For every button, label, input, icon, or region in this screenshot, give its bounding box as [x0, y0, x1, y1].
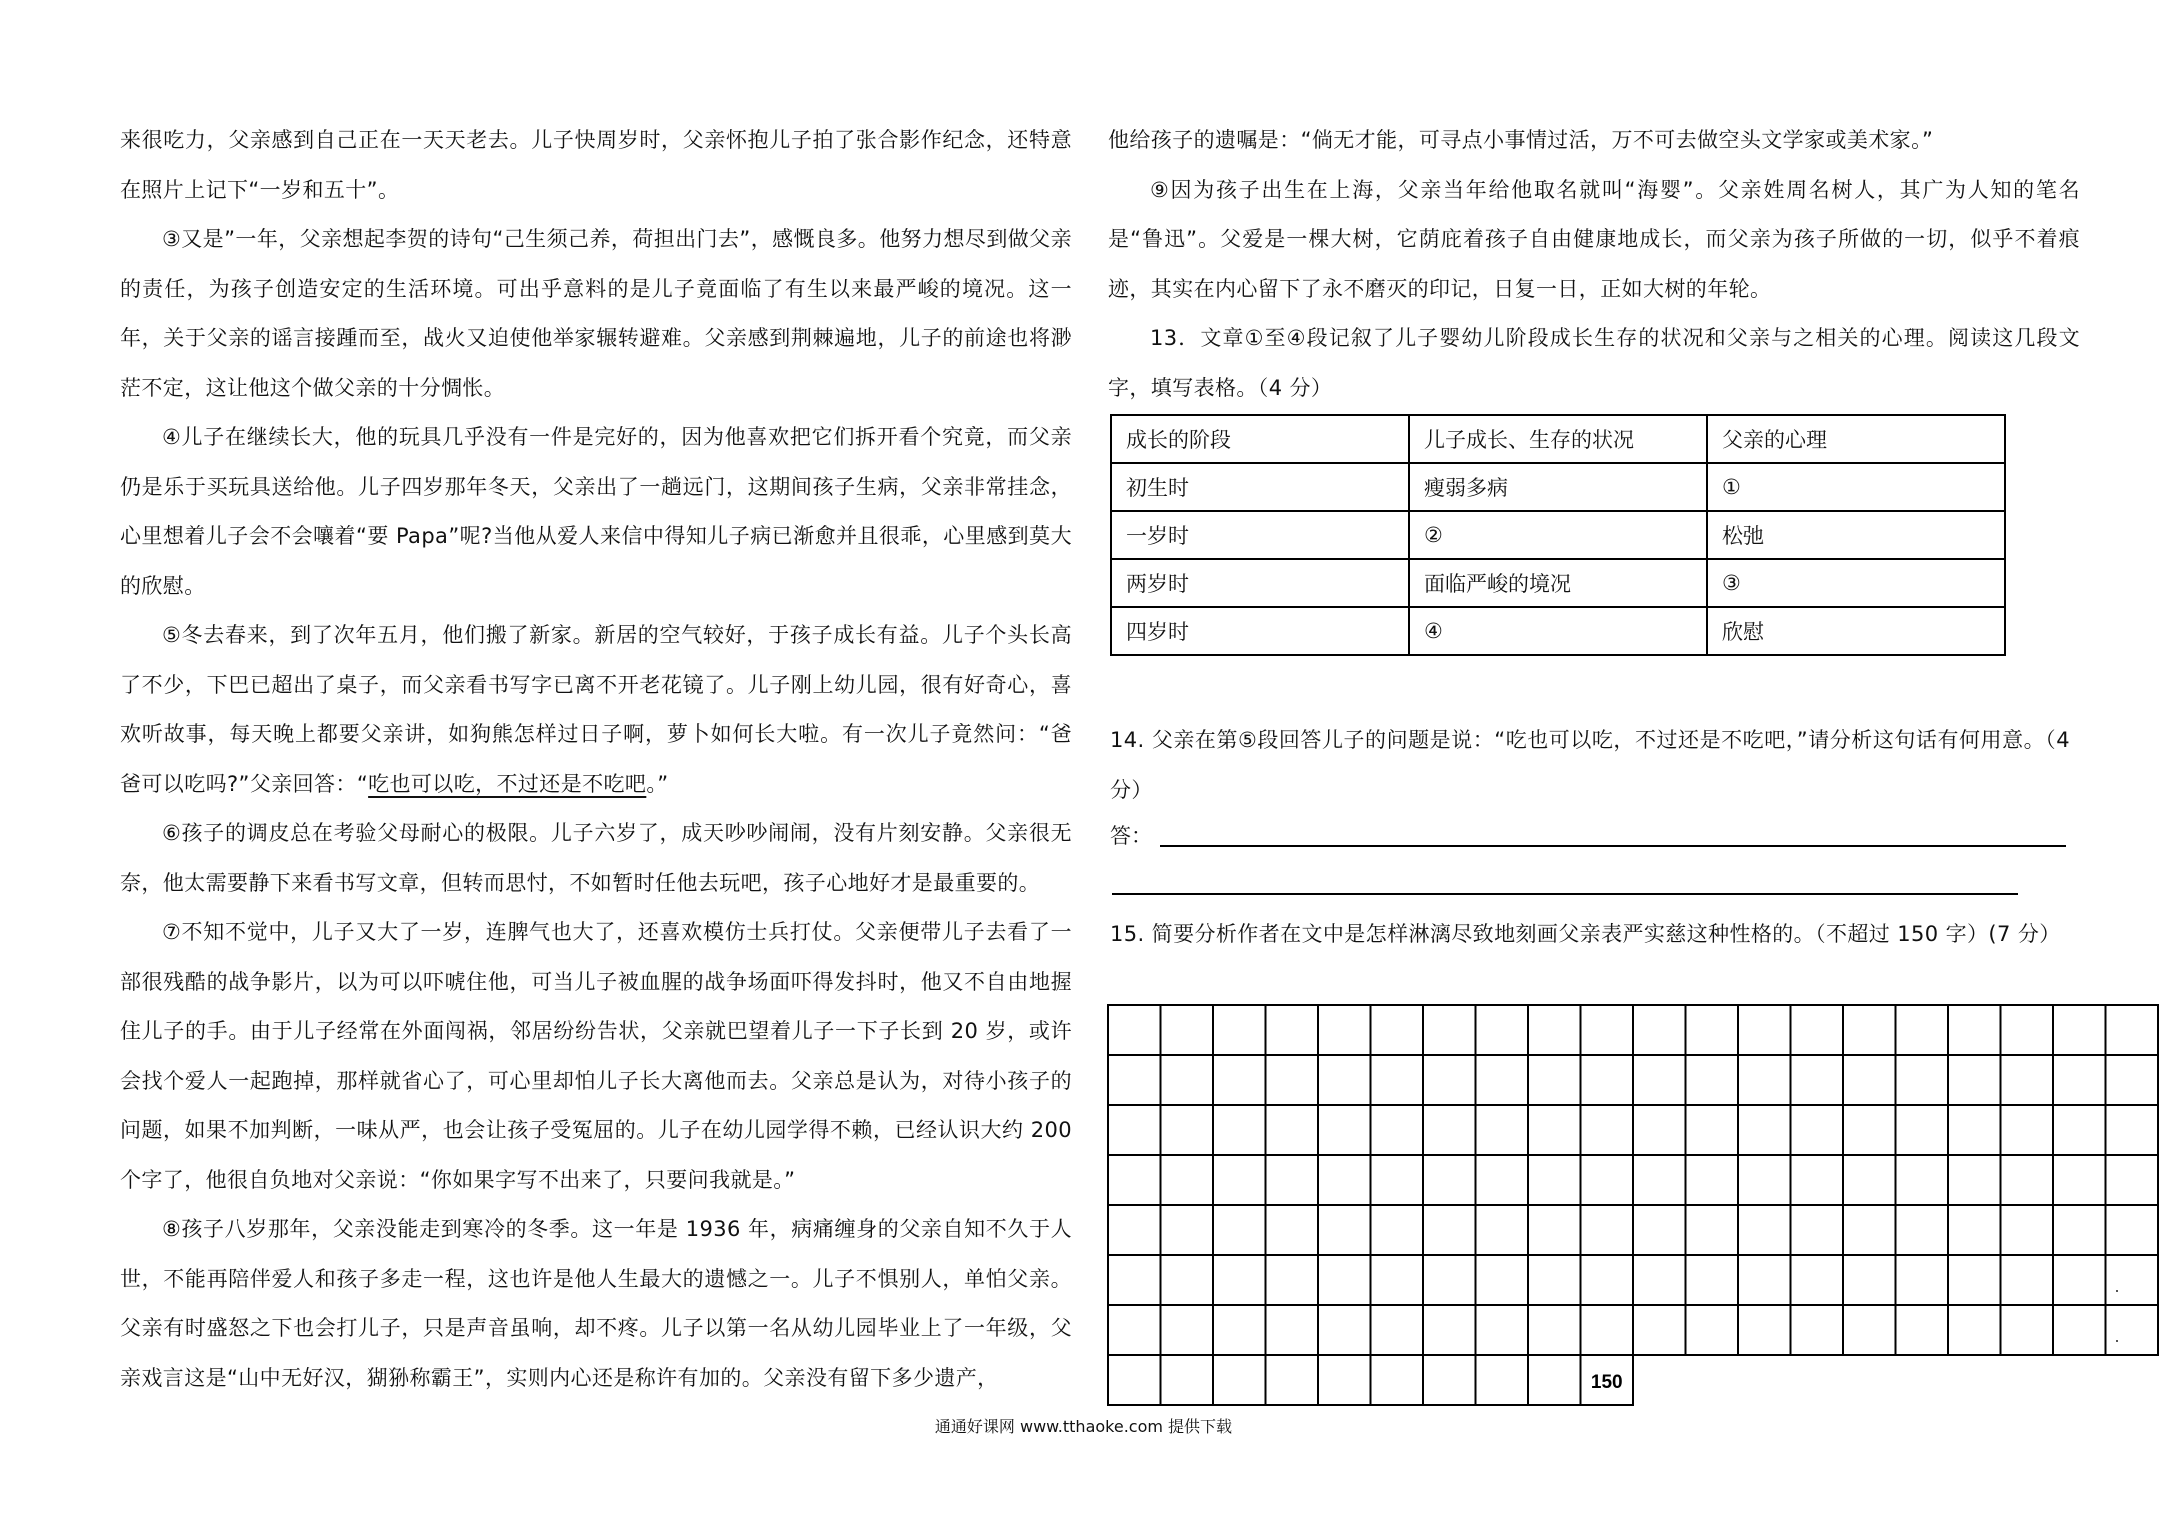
grid-cell[interactable] — [1948, 1305, 2001, 1355]
grid-cell[interactable] — [1633, 1155, 1686, 1205]
grid-cell[interactable] — [1266, 1305, 1319, 1355]
grid-cell[interactable] — [1843, 1055, 1896, 1105]
grid-cell[interactable] — [2106, 1055, 2159, 1105]
grid-cell[interactable] — [1791, 1255, 1844, 1305]
grid-cell[interactable] — [1528, 1155, 1581, 1205]
grid-cell[interactable] — [1791, 1305, 1844, 1355]
grid-cell[interactable] — [2053, 1305, 2106, 1355]
writing-grid[interactable] — [1107, 1004, 2161, 1410]
grid-cell[interactable] — [2106, 1255, 2159, 1305]
grid-cell[interactable] — [1423, 1105, 1476, 1155]
table-header-cell: 父亲的心理 — [1707, 415, 2005, 463]
grid-cell[interactable] — [1896, 1055, 1949, 1105]
grid-cell[interactable] — [2001, 1005, 2054, 1055]
grid-cell[interactable] — [1423, 1055, 1476, 1105]
grid-cell[interactable] — [1581, 1055, 1634, 1105]
grid-cell[interactable] — [1476, 1005, 1529, 1055]
grid-cell[interactable] — [1738, 1205, 1791, 1255]
grid-cell[interactable] — [1318, 1005, 1371, 1055]
paragraph: ⑦不知不觉中，儿子又大了一岁，连脾气也大了，还喜欢模仿士兵打仗。父亲便带儿子去看了一部很残酷的战争影片，以为可以吓唬住他，可当儿子被血腥的战争场面吓得发抖时，他又不自由地握住儿子的手。由于儿子经常在外面闯祸，邻居纷纷告状，父亲就巴望着儿子一下子长到 20 岁，或许会找个爱人一起跑掉，那样就省心了，可心里却怕儿子长大离他而去。父亲总是认为，对待小孩子的问题，如果不加判断，一味从严，也会让孩子受冤屈的。儿子在幼儿园学得不赖，已经认识大约 200 个字了，他很自负地对父亲说：“你如果字写不出来了，只要问我就是。” — [120, 920, 1072, 1192]
grid-cell[interactable] — [1371, 1355, 1424, 1405]
grid-cell[interactable] — [1476, 1355, 1529, 1405]
grid-cell[interactable] — [2106, 1205, 2159, 1255]
grid-cell[interactable] — [1213, 1305, 1266, 1355]
grid-cell[interactable] — [1476, 1055, 1529, 1105]
grid-cell[interactable] — [1213, 1205, 1266, 1255]
grid-cell[interactable] — [2053, 1205, 2106, 1255]
grid-cell[interactable] — [1686, 1055, 1739, 1105]
answer-area[interactable] — [1110, 814, 2070, 864]
table-cell: 两岁时 — [1111, 559, 1409, 607]
grid-cell[interactable] — [1896, 1005, 1949, 1055]
grid-cell[interactable] — [1476, 1205, 1529, 1255]
grid-cell[interactable] — [2053, 1005, 2106, 1055]
table-cell: 四岁时 — [1111, 607, 1409, 655]
grid-cell[interactable] — [1266, 1205, 1319, 1255]
grid-cell[interactable] — [1108, 1255, 1161, 1305]
table-cell: 一岁时 — [1111, 511, 1409, 559]
grid-cell[interactable] — [1686, 1155, 1739, 1205]
grid-cell[interactable] — [2001, 1155, 2054, 1205]
table-cell: 瘦弱多病 — [1409, 463, 1707, 511]
grid-cell[interactable] — [1633, 1305, 1686, 1355]
answer-line — [1112, 893, 2018, 895]
grid-cell[interactable] — [1371, 1305, 1424, 1355]
grid-cell[interactable] — [1843, 1205, 1896, 1255]
grid-cell[interactable] — [1108, 1205, 1161, 1255]
grid-cell[interactable] — [1161, 1305, 1214, 1355]
grid-cell[interactable] — [1213, 1005, 1266, 1055]
grid-cell[interactable] — [1686, 1005, 1739, 1055]
table-header-cell: 儿子成长、生存的状况 — [1409, 415, 1707, 463]
grid-cell[interactable] — [2001, 1255, 2054, 1305]
underlined-quote: 吃也可以吃，不过还是不吃吧 — [368, 771, 647, 796]
grid-cell[interactable] — [1948, 1005, 2001, 1055]
paragraph: 来很吃力，父亲感到自己正在一天天老去。儿子快周岁时，父亲怀抱儿子拍了张合影作纪念，还特意在照片上记下“一岁和五十”。 — [120, 128, 1072, 202]
grid-cell[interactable] — [1108, 1155, 1161, 1205]
grid-cell[interactable] — [1738, 1155, 1791, 1205]
grid-cell[interactable] — [1213, 1255, 1266, 1305]
paragraph: ⑧孩子八岁那年，父亲没能走到寒冷的冬季。这一年是 1936 年，病痛缠身的父亲自知不久于人世，不能再陪伴爱人和孩子多走一程，这也许是他人生最大的遗憾之一。儿子不惧别人，单怕父亲。父亲有时盛怒之下也会打儿子，只是声音虽响，却不疼。儿子以第一名从幼儿园毕业上了一年级，父亲戏言这是“山中无好汉，猢狲称霸王”，实则内心还是称许有加的。父亲没有留下多少遗产， — [120, 1217, 1072, 1390]
grid-cell[interactable] — [1371, 1105, 1424, 1155]
table-cell: 面临严峻的境况 — [1409, 559, 1707, 607]
paragraph: ④儿子在继续长大，他的玩具几乎没有一件是完好的，因为他喜欢把它们拆开看个究竟，而父亲仍是乐于买玩具送给他。儿子四岁那年冬天，父亲出了一趟远门，这期间孩子生病，父亲非常挂念，心里想着儿子会不会嚷着“要 Papa”呢?当他从爱人来信中得知儿子病已渐愈并且很乖，心里感到莫大的欣慰。 — [120, 425, 1072, 598]
grid-cell[interactable] — [1108, 1055, 1161, 1105]
grid-cell[interactable] — [1791, 1155, 1844, 1205]
grid-cell[interactable] — [1581, 1305, 1634, 1355]
grid-cell[interactable] — [1161, 1155, 1214, 1205]
grid-cell[interactable] — [1161, 1355, 1214, 1405]
paragraph — [120, 611, 1072, 809]
table-cell: 松弛 — [1707, 511, 2005, 559]
table-header-row — [1111, 415, 2005, 463]
grid-cell[interactable] — [1318, 1155, 1371, 1205]
grid-cell[interactable] — [2001, 1205, 2054, 1255]
grid-cell[interactable] — [1581, 1205, 1634, 1255]
grid-cell[interactable] — [1108, 1105, 1161, 1155]
answer-line — [1160, 845, 2066, 847]
footer-credit: 通通好课网 www.tthaoke.com 提供下载 — [934, 1417, 1233, 1436]
grid-cell[interactable] — [1423, 1355, 1476, 1405]
grid-cell[interactable] — [1528, 1305, 1581, 1355]
grid-cell[interactable] — [1108, 1005, 1161, 1055]
grid-cell[interactable] — [1318, 1105, 1371, 1155]
grid-cell[interactable] — [1843, 1105, 1896, 1155]
grid-cell[interactable] — [1633, 1205, 1686, 1255]
grid-cell[interactable] — [1948, 1105, 2001, 1155]
question-15: 15. 简要分析作者在文中是怎样淋漓尽致地刻画父亲表严实慈这种性格的。（不超过 150 字）(7 分） — [1110, 922, 2061, 946]
grid-cell[interactable] — [2053, 1105, 2106, 1155]
grid-cell[interactable] — [1948, 1205, 2001, 1255]
table-row — [1111, 559, 2005, 607]
grid-cell[interactable] — [1686, 1305, 1739, 1355]
grid-cell[interactable] — [2106, 1155, 2159, 1205]
grid-cell[interactable] — [1476, 1305, 1529, 1355]
answer-label: 答： — [1110, 824, 1152, 848]
paragraph-text: ⑤冬去春来，到了次年五月，他们搬了新家。新居的空气较好，于孩子成长有益。儿子个头长高了不少，下巴已超出了桌子，而父亲看书写字已离不开老花镜了。儿子刚上幼儿园，很有好奇心，喜欢听故事，每天晚上都要父亲讲，如狗熊怎样过日子啊，萝卜如何长大啦。有一次儿子竟然问：“爸爸可以吃吗?”父亲回答：“ — [120, 623, 1072, 796]
grid-cell[interactable] — [1896, 1205, 1949, 1255]
grid-cell[interactable] — [1266, 1105, 1319, 1155]
table-cell: ② — [1409, 511, 1707, 559]
grid-cell[interactable] — [1423, 1205, 1476, 1255]
grid-cell[interactable] — [1476, 1155, 1529, 1205]
grid-cell[interactable] — [1791, 1205, 1844, 1255]
grid-cell[interactable] — [1423, 1155, 1476, 1205]
grid-cell[interactable] — [2106, 1005, 2159, 1055]
grid-cell[interactable] — [1896, 1305, 1949, 1355]
grid-cell[interactable] — [1528, 1105, 1581, 1155]
grid-cell[interactable] — [2106, 1105, 2159, 1155]
grid-count-marker: 150 — [1590, 1372, 1623, 1393]
right-column — [1108, 116, 2080, 413]
table-cell: ① — [1707, 463, 2005, 511]
grid-cell[interactable] — [1738, 1055, 1791, 1105]
grid-cell[interactable] — [1528, 1005, 1581, 1055]
question-13-table — [1110, 414, 2006, 656]
grid-cell[interactable] — [1948, 1155, 2001, 1205]
grid-cell[interactable] — [1371, 1055, 1424, 1105]
grid-cell[interactable] — [2053, 1155, 2106, 1205]
grid-cell[interactable] — [1213, 1055, 1266, 1105]
speck — [2116, 1340, 2118, 1342]
table-header-cell: 成长的阶段 — [1111, 415, 1409, 463]
grid-cell[interactable] — [1161, 1205, 1214, 1255]
paragraph-text: 。” — [646, 771, 669, 796]
grid-cell[interactable] — [1581, 1155, 1634, 1205]
grid-cell[interactable] — [1266, 1255, 1319, 1305]
grid-cell[interactable] — [1371, 1005, 1424, 1055]
grid-cell[interactable] — [1318, 1205, 1371, 1255]
grid-cell[interactable] — [1738, 1255, 1791, 1305]
grid-cell[interactable] — [1738, 1305, 1791, 1355]
grid-cell[interactable] — [2001, 1305, 2054, 1355]
grid-cell[interactable] — [1266, 1155, 1319, 1205]
grid-cell[interactable] — [1843, 1255, 1896, 1305]
grid-cell[interactable] — [1108, 1355, 1161, 1405]
grid-cell[interactable] — [1581, 1255, 1634, 1305]
grid-cell[interactable] — [1371, 1155, 1424, 1205]
table-row — [1111, 607, 2005, 655]
grid-cell[interactable] — [1161, 1255, 1214, 1305]
grid-cell[interactable] — [1633, 1255, 1686, 1305]
grid-cell[interactable] — [1581, 1005, 1634, 1055]
grid-cell[interactable] — [1791, 1105, 1844, 1155]
grid-cell[interactable] — [1266, 1005, 1319, 1055]
grid-cell[interactable] — [1633, 1055, 1686, 1105]
grid-cell[interactable] — [1108, 1305, 1161, 1355]
grid-cell[interactable] — [2106, 1305, 2159, 1355]
paragraph: ⑥孩子的调皮总在考验父母耐心的极限。儿子六岁了，成天吵吵闹闹，没有片刻安静。父亲很无奈，他太需要静下来看书写文章，但转而思忖，不如暂时任他去玩吧，孩子心地好才是最重要的。 — [120, 821, 1072, 895]
grid-cell[interactable] — [1791, 1005, 1844, 1055]
grid-cell[interactable] — [2053, 1055, 2106, 1105]
grid-cell[interactable] — [1528, 1055, 1581, 1105]
grid-cell[interactable] — [1528, 1355, 1581, 1405]
grid-cell[interactable] — [2053, 1255, 2106, 1305]
grid-cell[interactable] — [1161, 1055, 1214, 1105]
grid-cell[interactable] — [1213, 1105, 1266, 1155]
grid-cell[interactable] — [1738, 1105, 1791, 1155]
grid-cell[interactable] — [1843, 1155, 1896, 1205]
grid-cell[interactable] — [1318, 1055, 1371, 1105]
grid-cell[interactable] — [1213, 1355, 1266, 1405]
grid-cell[interactable] — [1266, 1355, 1319, 1405]
grid-cell[interactable] — [2001, 1055, 2054, 1105]
paragraph: 他给孩子的遗嘱是：“倘无才能，可寻点小事情过活，万不可去做空头文学家或美术家。” — [1108, 128, 1934, 152]
grid-cell[interactable] — [2001, 1105, 2054, 1155]
table-row — [1111, 463, 2005, 511]
grid-cell[interactable] — [1266, 1055, 1319, 1105]
grid-cell[interactable] — [1686, 1105, 1739, 1155]
grid-cell[interactable] — [1686, 1205, 1739, 1255]
table-cell: 欣慰 — [1707, 607, 2005, 655]
grid-cell[interactable] — [1633, 1005, 1686, 1055]
grid-cell[interactable] — [1318, 1255, 1371, 1305]
grid-cell[interactable] — [1633, 1105, 1686, 1155]
grid-cell[interactable] — [1791, 1055, 1844, 1105]
grid-cell[interactable] — [1948, 1255, 2001, 1305]
grid-cell[interactable] — [1948, 1055, 2001, 1105]
grid-cell[interactable] — [1371, 1205, 1424, 1255]
table-row — [1111, 511, 2005, 559]
grid-cell[interactable] — [1738, 1005, 1791, 1055]
grid-cell[interactable] — [1161, 1005, 1214, 1055]
grid-cell[interactable] — [1896, 1105, 1949, 1155]
paragraph: ⑨因为孩子出生在上海，父亲当年给他取名就叫“海婴”。父亲姓周名树人，其广为人知的笔名是“鲁迅”。父爱是一棵大树，它荫庇着孩子自由健康地成长，而父亲为孩子所做的一切，似乎不着痕迹，其实在内心留下了永不磨灭的印记，日复一日，正如大树的年轮。 — [1108, 177, 2080, 301]
grid-cell[interactable] — [1318, 1305, 1371, 1355]
grid-cell[interactable] — [1896, 1155, 1949, 1205]
grid-cell[interactable] — [1161, 1105, 1214, 1155]
grid-cell[interactable] — [1843, 1005, 1896, 1055]
question-14: 14. 父亲在第⑤段回答儿子的问题是说：“吃也可以吃，不过还是不吃吧，”请分析这句话有何用意。（4 分） — [1110, 728, 2070, 802]
grid-cell[interactable] — [1686, 1255, 1739, 1305]
left-column — [120, 116, 1072, 1403]
table-cell: ③ — [1707, 559, 2005, 607]
grid-cell[interactable] — [1528, 1205, 1581, 1255]
grid-cell[interactable] — [1423, 1005, 1476, 1055]
grid-cell[interactable] — [1423, 1255, 1476, 1305]
table-cell: 初生时 — [1111, 463, 1409, 511]
grid-cell[interactable] — [1318, 1355, 1371, 1405]
grid-cell[interactable] — [1581, 1105, 1634, 1155]
grid-cell[interactable] — [1423, 1305, 1476, 1355]
grid-cell[interactable] — [1371, 1255, 1424, 1305]
grid-cell[interactable] — [1476, 1255, 1529, 1305]
grid-cell[interactable] — [1528, 1255, 1581, 1305]
speck — [2116, 1290, 2118, 1292]
paragraph: 13．文章①至④段记叙了儿子婴幼儿阶段成长生存的状况和父亲与之相关的心理。阅读这几段文字，填写表格。（4 分） — [1108, 326, 2080, 400]
grid-cell[interactable] — [1843, 1305, 1896, 1355]
paragraph: ③又是”一年，父亲想起李贺的诗句“己生须己养，荷担出门去”，感慨良多。他努力想尽到做父亲的责任，为孩子创造安定的生活环境。可出乎意料的是儿子竟面临了有生以来最严峻的境况。这一年，关于父亲的谣言接踵而至，战火又迫使他举家辗转避难。父亲感到荆棘遍地，儿子的前途也将渺茫不定，这让他这个做父亲的十分惆怅。 — [120, 227, 1072, 400]
table-cell: ④ — [1409, 607, 1707, 655]
grid-cell[interactable] — [1213, 1155, 1266, 1205]
grid-cell[interactable] — [1476, 1105, 1529, 1155]
grid-cell[interactable] — [1896, 1255, 1949, 1305]
